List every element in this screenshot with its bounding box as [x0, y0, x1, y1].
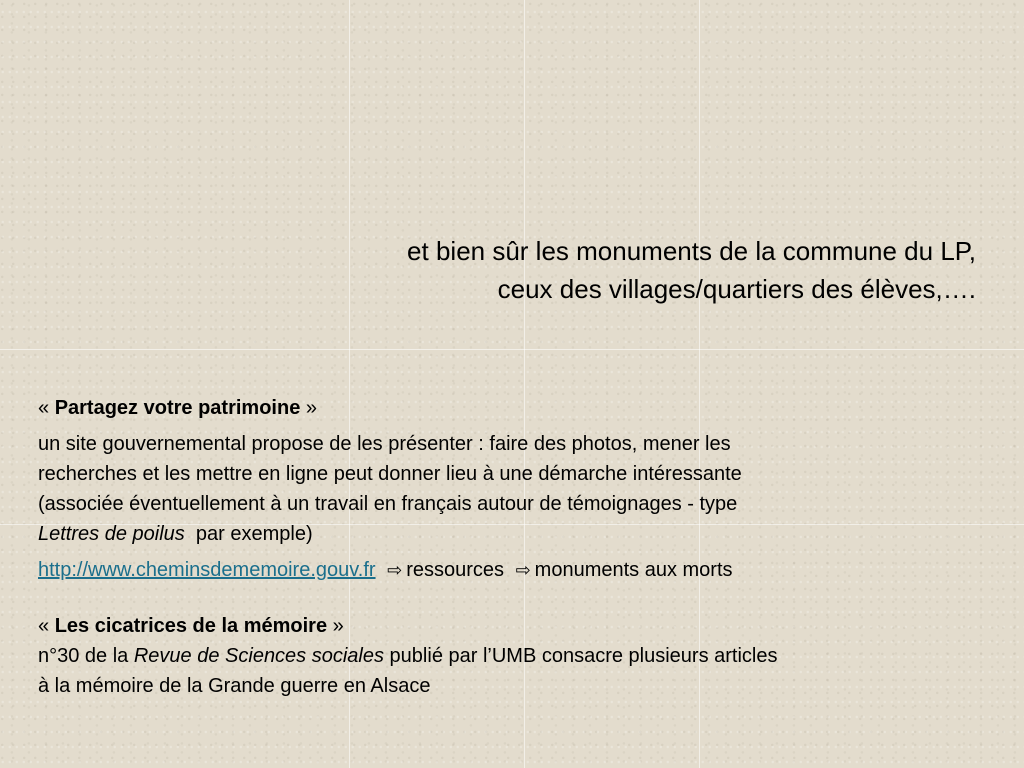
italic-title: Lettres de poilus	[38, 523, 185, 545]
section-title: Partagez votre patrimoine	[54, 397, 301, 419]
quote-close: »	[327, 615, 344, 637]
section-partagez-title	[38, 393, 998, 423]
quote-open: «	[38, 615, 55, 637]
tile-seam	[0, 349, 1024, 350]
section-cicatrices-line-1	[38, 641, 998, 671]
paragraph-line: recherches et les mettre en ligne peut donner lieu à une démarche intéressante	[38, 463, 742, 485]
resource-path	[38, 555, 998, 585]
slide-heading	[407, 232, 976, 308]
quote-close: »	[300, 397, 317, 419]
crumb-monuments: monuments aux morts	[534, 559, 733, 581]
crumb-ressources: ressources	[406, 559, 505, 581]
journal-title: Revue de Sciences sociales	[133, 645, 384, 667]
quote-open: «	[38, 397, 55, 419]
paragraph-tail: par exemple)	[184, 523, 313, 545]
section-cicatrices-title	[38, 611, 998, 641]
heading-line-2: ceux des villages/quartiers des élèves,….	[497, 274, 976, 304]
text-prefix: n°30 de la	[38, 645, 134, 667]
section-partagez-paragraph	[38, 429, 998, 549]
arrow-right-icon: ⇨	[387, 560, 403, 580]
heading-line-1: et bien sûr les monuments de la commune du LP,	[407, 236, 976, 266]
section-cicatrices-line-2: à la mémoire de la Grande guerre en Alsace	[38, 675, 431, 697]
cheminsdememoire-link[interactable]: http://www.cheminsdememoire.gouv.fr	[38, 559, 376, 581]
paragraph-line: un site gouvernemental propose de les présenter : faire des photos, mener les	[38, 433, 731, 455]
arrow-right-icon: ⇨	[515, 560, 531, 580]
paragraph-line	[38, 519, 998, 549]
text-suffix: publié par l’UMB consacre plusieurs articles	[384, 645, 778, 667]
paragraph-line: (associée éventuellement à un travail en français autour de témoignages - type	[38, 493, 738, 515]
slide-body	[38, 393, 998, 701]
section-title: Les cicatrices de la mémoire	[54, 615, 328, 637]
